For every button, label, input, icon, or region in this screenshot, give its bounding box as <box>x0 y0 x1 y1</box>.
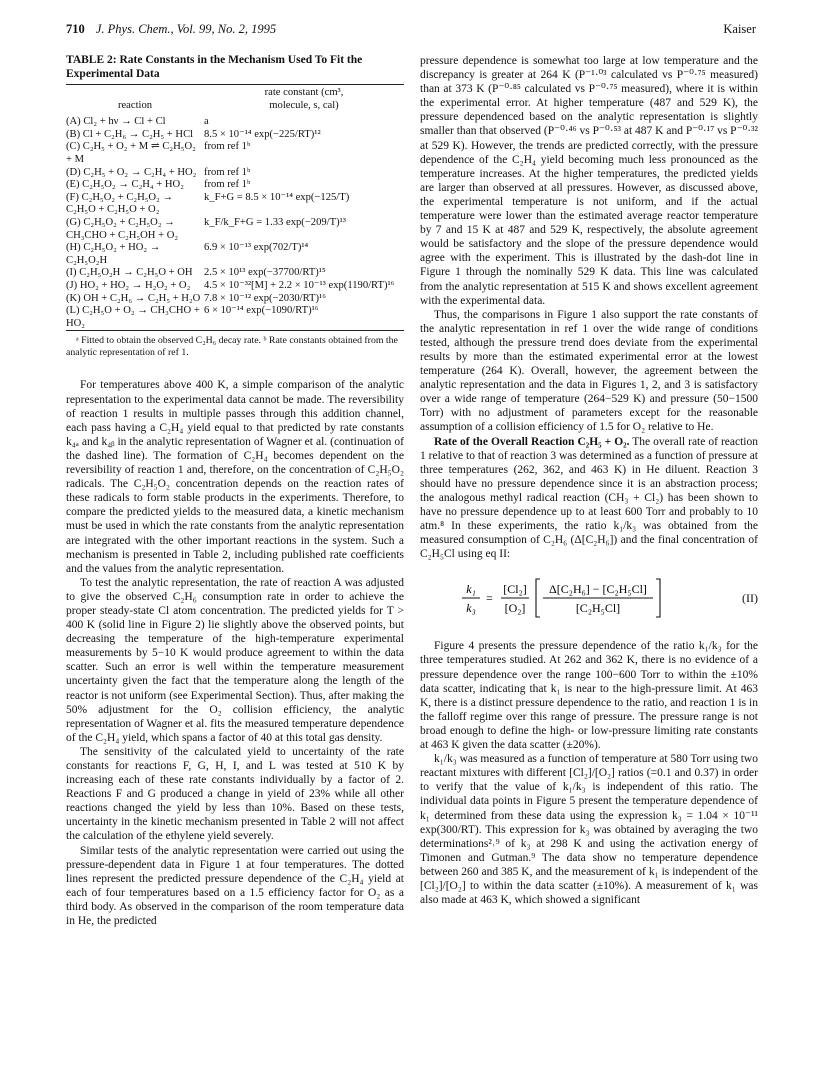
table-header-rate-line1: rate constant (cm³, <box>264 87 344 98</box>
eq-right-bracket <box>656 579 660 617</box>
table-header-rate <box>204 85 404 114</box>
table-cell-reaction: (L) C₂H₅O + O₂ → CH₃CHO + HO₂ <box>66 305 200 329</box>
table-row <box>66 114 404 129</box>
table-cell-reaction: (E) C₂H₅O₂ → C₂H₄ + HO₂ <box>66 179 184 191</box>
running-head <box>66 22 756 40</box>
table-cell-rate: 4.5 × 10⁻³²[M] + 2.2 × 10⁻¹³ exp(1190/RT)¹⁶ <box>204 279 395 291</box>
table-row <box>66 293 404 306</box>
table-row <box>66 167 404 180</box>
page-number: 710 <box>66 22 85 36</box>
table-cell-reaction: (C) C₂H₅ + O₂ + M ⇌ C₂H₅O₂ + M <box>66 141 196 165</box>
table-cell-rate: 6 × 10⁻¹⁴ exp(−1090/RT)¹⁶ <box>204 305 319 317</box>
table-cell-reaction: (A) Cl₂ + hν → Cl + Cl <box>66 116 166 128</box>
left-column <box>66 54 404 928</box>
table-row <box>66 141 404 166</box>
table-row <box>66 129 404 142</box>
section-paragraph <box>420 435 758 562</box>
table-header-rate-line2: molecule, s, cal) <box>269 99 339 111</box>
section-heading: Rate of the Overall Reaction C₂H₅ + O₂. <box>434 435 630 448</box>
equation-II <box>420 567 758 631</box>
right-paragraph-4: Figure 4 presents the pressure dependence of the ratio k₁/k₃ for the three temperatures studied. At 262 and 362 K, there is no evidence of a pressure dependence over the range 100−600 Torr to within the ±10% data scatter, indicating that k₁ is near to the high-pressure limit. At 463 K, there is a distinct pressure dependence to the ratio, and reaction 1 is in the falloff regime over this range of pressure. The pressure range is not broad enough to define the high- or low-pressure limiting rate constants at 463 K given the data scatter (±20%). <box>420 640 758 752</box>
equation-number: (II) <box>742 591 758 606</box>
left-paragraph-2: To test the analytic representation, the rate of reaction A was adjusted to give the observed C₂H₆ consumption rate in order to achieve the proper steady-state Cl atom concentration. The predicted yields for T > 400 K (solid line in Figure 2) lie slightly above the observed points, but decreasing the temperature of the high-temperature experimental measurements by 5−10 K would produce agreement to within the data scatter. Such an error is well within the temperature measurement uncertainty given the fact that the temperature along the length of the reactor is not uniform (see Experimental Section). Thus, after making the 50% adjustment for the O₂ collision efficiency, the analytic representation of Wagner et al. fits the measured temperature dependence of the C₂H₄ yield, which spans a factor of 40 at this total gas density. <box>66 576 404 744</box>
table-cell-reaction: (D) C₂H₅ + O₂ → C₂H₄ + HO₂ <box>66 166 197 178</box>
section-text: The overall rate of reaction 1 relative to that of reaction 3 was determined as a function of pressure at three temperatures (262, 362, and 463 K) in He diluent. Reaction 3 should have no pressure dependence since it is an abstraction process; the analogous methyl radical reaction (CH₃ + Cl₂) has been shown to have no pressure dependence up to at least 600 Torr and probably to 10 atm.⁸ In these experiments, the ratio k₁/k₃ was obtained from the measured consumption of C₂H₆ (Δ[C₂H₆]) and the final concentration of C₂H₅Cl using eq II: <box>420 435 759 561</box>
table-cell-rate: 8.5 × 10⁻¹⁴ exp(−225/RT)¹² <box>204 128 321 140</box>
table-cell-rate: from ref 1ᵇ <box>204 141 251 153</box>
eq-lhs-numerator: k₁ <box>466 582 476 597</box>
table-bottom-rule <box>66 330 404 331</box>
table-cell-reaction: (K) OH + C₂H₆ → C₂H₅ + H₂O <box>66 292 201 304</box>
table-cell-rate: from ref 1ᵇ <box>204 179 251 191</box>
table-cell-rate: 7.8 × 10⁻¹² exp(−2030/RT)¹⁶ <box>204 292 326 304</box>
eq-frac2-numerator: Δ[C₂H₆] − [C₂H₅Cl] <box>549 582 647 597</box>
right-paragraph-5: k₁/k₃ was measured as a function of temperature at 580 Torr using two reactant mixtures with different [Cl₂]/[O₂] ratios (=0.1 and 0.37) in order to verify that the value of k₁/k₃ is independent of this ratio. The individual data points in Figure 5 present the temperature dependence of k₁ determined from these data using the expression k₃ = 1.04 × 10⁻¹¹ exp(300/RT). This expression for k₃ was obtained by averaging the two determinations²˒⁹ of k₃ at 298 K and using the activation energy of Timonen and Gutman.⁹ The data show no temperature dependence between 260 and 385 K, and the measurement of k₁ is independent of the [Cl₂]/[O₂] to within the data scatter (±10%). A measurement of k₁ was also made at 463 K, which showed a significant <box>420 753 758 907</box>
table-cell-rate: k_F+G = 8.5 × 10⁻¹⁴ exp(−125/T) <box>204 191 350 203</box>
eq-frac2-denominator: [C₂H₅Cl] <box>575 601 621 616</box>
table-footnote: ᵃ Fitted to obtain the observed C₂H₆ decay rate. ᵇ Rate constants obtained from the analytic representation of ref 1. <box>66 335 398 358</box>
table-row <box>66 305 404 330</box>
table-row <box>66 192 404 217</box>
eq-lhs-denominator: k₃ <box>466 601 476 616</box>
table-cell-reaction: (G) C₂H₅O₂ + C₂H₅O₂ → CH₃CHO + C₂H₅OH + O₂ <box>66 216 179 241</box>
eq-frac1-denominator: [O₂] <box>504 601 526 616</box>
right-paragraph-2: Thus, the comparisons in Figure 1 also support the rate constants of the analytic representation in ref 1 over the wide range of conditions tested, although the pressure trend does deviate from the experimental results by more than the estimated experimental error at the lowest temperature (264 K). Overall, however, the agreement between the analytic representation and the data in Figures 1, 2, and 3 is satisfactory over a wide range of temperature (264−529 K) and pressure (50−1500 Torr) with no adjustment of parameters except for the reasonable assumption of a collision efficiency of 1.5 for O₂ relative to He. <box>420 308 758 434</box>
table-cell-rate: k_F/k_F+G = 1.33 exp(−209/T)¹³ <box>204 216 346 228</box>
table-cell-reaction: (H) C₂H₅O₂ + HO₂ → C₂H₅O₂H <box>66 242 161 266</box>
table-row <box>66 217 404 242</box>
author-name: Kaiser <box>723 22 756 36</box>
table-row <box>66 267 404 280</box>
running-head-left <box>66 22 276 37</box>
right-paragraph-1: pressure dependence is somewhat too large at low temperature and the discrepancy is greater at 264 K (P⁻¹·⁰³ calculated vs P⁻⁰·⁷⁵ measured) than at 373 K (P⁻⁰·⁸⁵ calculated vs P⁻⁰·⁷⁵ measured), where it is within the experimental error. At higher temperature (487 and 529 K), the pressure dependenced based on the analytic representation is slightly smaller than that observed (P⁻⁰·⁴⁶ vs P⁻⁰·⁵³ at 487 K and P⁻⁰·¹⁷ vs P⁻⁰·³² at 529 K). However, the trends are predicted correctly, with the pressure dependence of the C₂H₄ yield becoming much less pronounced as the temperature increases. At the higher temperatures, the predicted yields are larger than observed at all pressures. However, as discussed above, the experimental temperature is not uniform, and if the actual temperature were lower than the estimated average reactor temperature by 7 and 15 K at 487 and 529 K, respectively, the absolute agreement would be satisfactory and the slope of the pressure dependence would agree with the experiment. This is illustrated by the dash-dot line in Figure 1 through the nominally 529 K data. This line was calculated from the analytic representation at 515 K and shows excellent agreement with the experimental data. <box>420 55 758 307</box>
table-cell-reaction: (F) C₂H₅O₂ + C₂H₅O₂ → C₂H₅O + C₂H₅O + O₂ <box>66 191 174 216</box>
eq-frac1-numerator: [Cl₂] <box>503 582 527 597</box>
table-cell-reaction: (J) HO₂ + HO₂ → H₂O₂ + O₂ <box>66 279 191 291</box>
table-cell-rate: 6.9 × 10⁻¹³ exp(702/T)¹⁴ <box>204 242 309 254</box>
right-column <box>420 54 758 907</box>
table-row <box>66 242 404 267</box>
left-paragraph-3: The sensitivity of the calculated yield to uncertainty of the rate constants for reactions F, G, H, I, and L was tested at 510 K by increasing each of these rate constants individually by a factor of 2. Reactions F and G produced a change in yield of 23% while all other reactions changed the yield by less than 10%. Based on these tests, uncertainty in the kinetic mechanism presented in Table 2 will not affect the calculation of the ethylene yield severely. <box>66 745 404 843</box>
table-cell-reaction: (B) Cl + C₂H₆ → C₂H₅ + HCl <box>66 128 194 140</box>
rate-constants-table <box>66 85 404 330</box>
table-cell-rate: a <box>204 116 209 128</box>
table-header-reaction: reaction <box>117 99 153 111</box>
table-cell-rate: from ref 1ᵇ <box>204 166 251 178</box>
table-row <box>66 179 404 192</box>
table-cell-rate: 2.5 × 10¹³ exp(−37700/RT)¹⁵ <box>204 267 326 279</box>
table-row <box>66 280 404 293</box>
eq-left-bracket <box>536 579 540 617</box>
eq-equals: = <box>486 591 493 606</box>
table-caption: TABLE 2: Rate Constants in the Mechanism Used To Fit the Experimental Data <box>66 54 363 80</box>
equation-svg <box>460 567 710 631</box>
table-cell-reaction: (I) C₂H₅O₂H → C₂H₅O + OH <box>66 267 193 279</box>
left-paragraph-4: Similar tests of the analytic representation were carried out using the pressure-dependent data in Figure 1 at four temperatures. The dotted lines represent the predicted pressure dependence of the C₂H₄ yield at each of four temperatures based on a 1.5 efficiency factor for O₂ as a third body. As observed in the comparison of the room temperature data in He, the predicted <box>66 844 404 928</box>
table-body <box>66 114 404 330</box>
journal-citation: J. Phys. Chem., Vol. 99, No. 2, 1995 <box>95 22 277 36</box>
left-paragraph-1: For temperatures above 400 K, a simple comparison of the analytic representation to the experimental data cannot be made. The reversibility of reaction 1 results in multiple passes through this addition channel, each pass having a C₂H₄ yield equal to that predicted by rate constants k₄ₐ and k₄ᵦ in the analytic representation of Wagner et al. (continuation of the dashed line). The formation of C₂H₄ becomes dependent on the reversibility of reaction 1 and, therefore, on the concentration of C₂H₅O₂ radicals. The C₂H₅O₂ concentration depends on the reaction rates of these radicals to form stable products in the experiments. Therefore, to compare the predicted yields to the measured data, a kinetic mechanism must be used in which the rate constants from the analytic representation are integrated with the other important reactions in the system. Such a mechanism is presented in Table 2, including published rate coefficients and the values from the analytic representation. <box>66 379 404 575</box>
